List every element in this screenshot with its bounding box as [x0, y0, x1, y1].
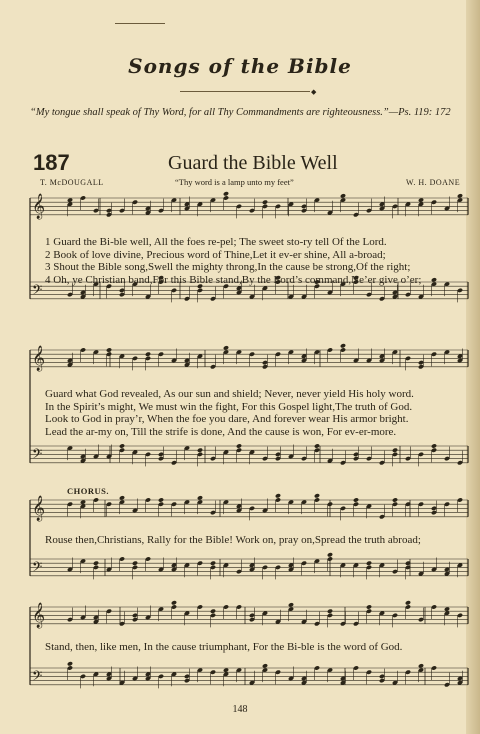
chorus-line1: Rouse then,Christians, Rally for the Bible! Work on, pray on,Spread the truth abroad;	[45, 534, 421, 546]
verse-lyrics-line2	[45, 388, 469, 438]
composer-credit: W. H. DOANE	[406, 178, 461, 187]
verse-2-line2: In the Spirit’s might, We must win the fight, For this Gospel light,The truth of God.	[45, 400, 413, 413]
hymn-number: 187	[33, 150, 70, 175]
chorus-label: CHORUS.	[67, 486, 109, 496]
verse-4-line1: 4 Oh, ye Christian band,For this Bible stand,By the Lord’s command,Ne’er give o’er;	[45, 273, 422, 286]
verse-3-line1: 3 Shout the Bible song,Swell the mighty throng,In the cause be strong,Of the right;	[45, 261, 411, 274]
svg-text:𝄞: 𝄞	[32, 603, 46, 628]
verse-4-line2: Lead the ar-my on, Till the strife is done, And the cause is won, For ev-er-more.	[45, 425, 397, 438]
verse-1-line1: 1 Guard the Bi-ble well, All the foes re-pel; The sweet sto-ry tell Of the Lord.	[45, 236, 387, 248]
chorus-line2: Stand, then, like men, In the cause triumphant, For the Bi-ble is the word of God.	[45, 641, 403, 653]
lyricist-credit: T. McDOUGALL	[40, 178, 104, 187]
svg-text:𝄞: 𝄞	[32, 346, 46, 371]
svg-text:𝄢: 𝄢	[32, 559, 43, 578]
svg-text:𝄢: 𝄢	[32, 446, 43, 465]
hymn-motto: “Thy word is a lamp unto my feet”	[175, 177, 294, 187]
verse-1-line2: Guard what God revealed, As our sun and shield; Never, never yield His holy word.	[45, 388, 414, 400]
page-number: 148	[232, 704, 248, 715]
ornament-icon: ◆	[311, 88, 317, 96]
svg-text:𝄢: 𝄢	[32, 668, 43, 687]
section-title: Songs of the Bible	[128, 54, 352, 78]
svg-text:𝄢: 𝄢	[32, 282, 43, 301]
svg-text:𝄞: 𝄞	[32, 194, 46, 219]
hymn-title: Guard the Bible Well	[168, 152, 338, 174]
verse-2-line1: 2 Book of love divine, Precious word of Thine,Let it ev-er shine, All a-broad;	[45, 248, 386, 261]
svg-text:𝄞: 𝄞	[32, 496, 46, 521]
verse-3-line2: Look to God in pray’r, When the foe you dare, And forever wear His armor bright.	[45, 413, 409, 426]
verse-lyrics-line1	[45, 236, 469, 286]
epigraph: “My tongue shall speak of Thy Word, for all Thy Commandments are righteousness.”—Ps. 119: 172	[30, 107, 451, 118]
